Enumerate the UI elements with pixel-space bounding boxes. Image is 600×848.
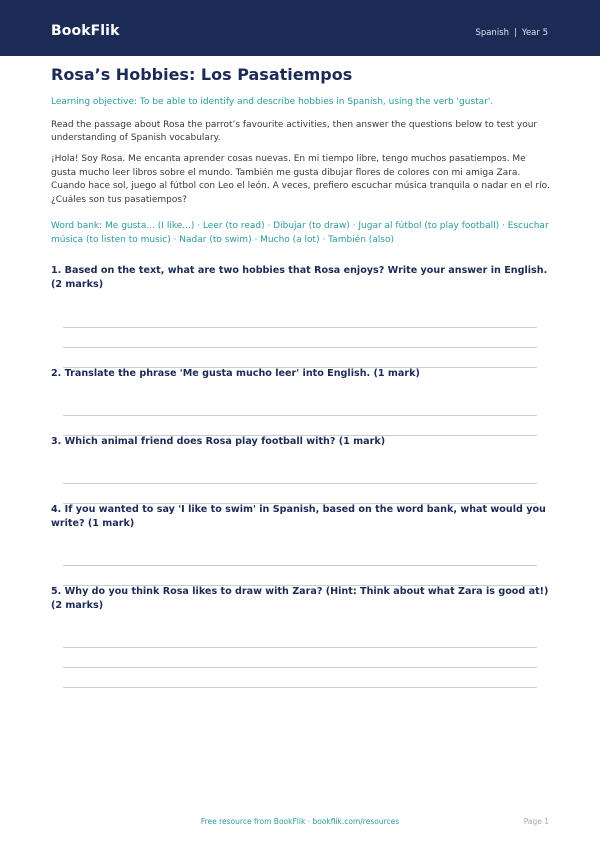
answer-line[interactable]	[63, 327, 537, 328]
question-2: 2. Translate the phrase 'Me gusta mucho leer' into English. (1 mark)	[51, 368, 420, 379]
answer-line[interactable]	[63, 483, 537, 484]
answer-line[interactable]	[63, 667, 537, 668]
page-title: Rosa’s Hobbies: Los Pasatiempos	[51, 65, 353, 84]
learning-objective: Learning objective: To be able to identify and describe hobbies in Spanish, using the verb 'gustar'.	[51, 97, 494, 107]
answer-line[interactable]	[63, 347, 537, 348]
answer-line[interactable]	[63, 647, 537, 648]
question-3: 3. Which animal friend does Rosa play football with? (1 mark)	[51, 436, 386, 447]
answer-line[interactable]	[63, 415, 537, 416]
page-number: Page 1	[523, 817, 549, 826]
subject-year-meta	[475, 28, 548, 38]
subject-label: Spanish	[475, 28, 510, 38]
question-5: 5. Why do you think Rosa likes to draw with Zara? (Hint: Think about what Zara is good at!) (2 marks)	[51, 586, 549, 611]
year-label: Year 5	[521, 28, 548, 38]
instructions-text: Read the passage about Rosa the parrot’s favourite activities, then answer the questions below to test your understanding of Spanish vocabulary.	[51, 120, 538, 143]
question-4: 4. If you wanted to say 'I like to swim' in Spanish, based on the word bank, what would you write? (1 mark)	[51, 504, 546, 529]
answer-line[interactable]	[63, 565, 537, 566]
footer-resource-link[interactable]: Free resource from BookFlik · bookflik.com/resources	[200, 817, 400, 826]
answer-line[interactable]	[63, 687, 537, 688]
question-1: 1. Based on the text, what are two hobbies that Rosa enjoys? Write your answer in English. (2 marks)	[51, 265, 548, 290]
brand-logo: BookFlik	[51, 23, 120, 39]
page-header	[0, 0, 600, 56]
reading-passage: ¡Hola! Soy Rosa. Me encanta aprender cosas nuevas. En mi tiempo libre, tengo muchos pasatiempos. Me gusta mucho leer libros sobre el mundo. También me gusta dibujar flores de colores con mi amiga Zara. Cuando hace sol, juego al fútbol con Leo el león. A veces, prefiero escuchar música tranquila o nadar en el río. ¿Cuáles son tus pasatiempos?	[51, 154, 550, 205]
word-bank: Word bank: Me gusta... (I like...) · Leer (to read) · Dibujar (to draw) · Jugar al fútbol (to play football) · Escuchar música (to listen to music) · Nadar (to swim) · Mucho (a lot) · También (also)	[51, 221, 549, 245]
meta-separator: |	[514, 28, 517, 38]
